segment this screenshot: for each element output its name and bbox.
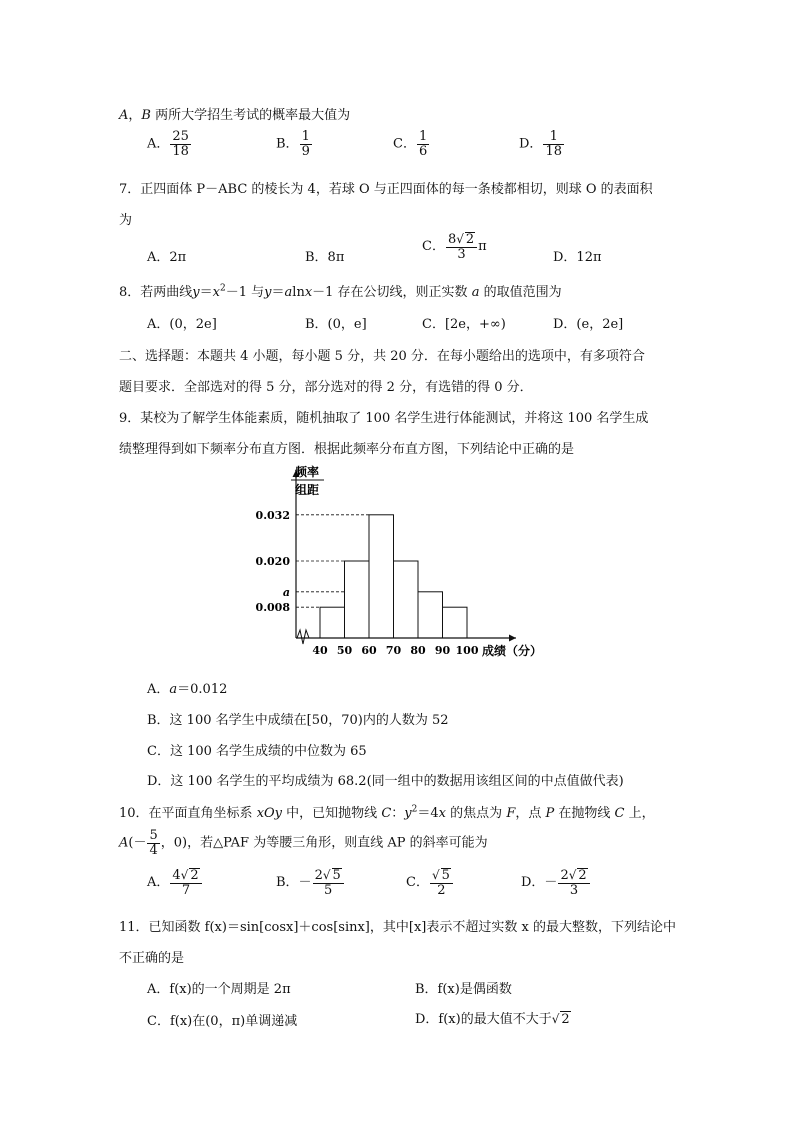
q6-option-a: A． $\frac{25}{18}$ (147, 129, 189, 159)
x-tick-label: 60 (361, 644, 377, 657)
q11-option-a: A．f(x)的一个周期是 2π (147, 982, 291, 997)
q11-option-b: B．f(x)是偶函数 (415, 982, 512, 997)
q11-option-c: C．f(x)在(0，π)单调递减 (147, 1014, 298, 1029)
q7-option-b: B．8π (305, 250, 345, 265)
y-tick-label: 0.020 (255, 555, 290, 568)
q9-option-a: A．a＝0.012 (147, 682, 228, 697)
x-tick-label: 70 (385, 644, 402, 657)
q8-option-a: A．(0，2e] (147, 317, 217, 332)
q9-line1: 9．某校为了解学生体能素质，随机抽取了 100 名学生进行体能测试，并将这 100 名学生成 (119, 411, 649, 426)
q9-line2: 绩整理得到如下频率分布直方图．根据此频率分布直方图，下列结论中正确的是 (119, 442, 575, 457)
histogram-bar (345, 561, 370, 638)
y-axis-title-bottom: 组距 (294, 483, 320, 497)
y-tick-label: 0.008 (255, 601, 290, 615)
histogram-bar (320, 607, 345, 638)
section2-line1: 二、选择题：本题共 4 小题，每小题 5 分，共 20 分．在每小题给出的选项中，有多项符合 (119, 349, 645, 364)
q11-line2: 不正确的是 (119, 951, 185, 966)
q6-option-b: B． $\frac{1}{9}$ (276, 129, 310, 159)
q11-line1: 11．已知函数 f(x)＝sin[cosx]＋cos[sinx]，其中[x]表示不超过实数 x 的最大整数，下列结论中 (119, 920, 676, 935)
q7-option-c: C． $\frac{8√ 2}{3}$ π (422, 232, 487, 262)
q9-option-b: B．这 100 名学生中成绩在[50，70)内的人数为 52 (147, 713, 449, 728)
histogram-bar (369, 515, 394, 638)
x-axis-title: 成绩（分） (482, 644, 543, 658)
q6-tail: A，B 两所大学招生考试的概率最大值为 (119, 108, 351, 123)
q7-option-d: D．12π (553, 250, 602, 265)
q10-line2: A(－ $\frac{5}{4}$ ，0)，若△PAF 为等腰三角形，则直线 AP 的斜率可能为 (119, 828, 488, 858)
q6-option-c: C． $\frac{1}{6}$ (393, 129, 428, 159)
q10-option-d: D．－ $\frac{2√ 2}{3}$ (521, 868, 591, 897)
q8-option-b: B．(0，e] (305, 317, 367, 332)
x-tick-label: 100 (455, 644, 479, 657)
q6-option-d: D． $\frac{1}{18}$ (519, 129, 562, 159)
q8-option-c: C．[2e，+∞) (422, 317, 506, 332)
q10-option-a: A． $\frac{4√ 2}{7}$ (147, 868, 203, 897)
histogram-bar (443, 607, 468, 638)
y-tick-label: a (282, 585, 290, 599)
q7-option-a: A．2π (147, 250, 187, 265)
section2-line2: 题目要求．全部选对的得 5 分，部分选对的得 2 分，有选错的得 0 分． (119, 380, 533, 395)
histogram-bar (394, 561, 419, 638)
q8-option-d: D．(e，2e] (553, 317, 624, 332)
q7-line1: 7．正四面体 P－ABC 的棱长为 4，若球 O 与正四面体的每一条棱都相切，则球 O 的表面积 (119, 182, 653, 197)
q9-option-d: D．这 100 名学生的平均成绩为 68.2(同一组中的数据用该组区间的中点值做代表) (147, 774, 624, 789)
x-tick-label: 50 (336, 644, 353, 657)
q8-stem: 8．若两曲线$y=x^2-1$ 与y＝alnx－1 存在公切线，则正实数 a 的取值范围为 (119, 283, 562, 300)
q10-line1: 10．在平面直角坐标系 xOy 中，已知抛物线 C：$y^2=4x$ 的焦点为 F，点 P 在抛物线 C 上， (119, 804, 655, 821)
q7-line2: 为 (119, 213, 133, 228)
q11-option-d: D．f(x)的最大值不大于√ 2 (415, 1012, 570, 1027)
x-tick-label: 40 (312, 644, 328, 657)
y-tick-label: 0.032 (255, 508, 290, 522)
x-tick-label: 90 (434, 644, 451, 657)
q9-option-c: C．这 100 名学生成绩的中位数为 65 (147, 744, 367, 759)
q10-option-b: B．－ $\frac{2√ 5}{5}$ (276, 868, 345, 897)
axis-break (297, 630, 309, 644)
y-axis-title-top: 频率 (294, 465, 320, 479)
x-tick-label: 80 (410, 644, 426, 657)
histogram-bar (418, 592, 443, 638)
q10-option-c: C． $\frac{√ 5}{2}$ (406, 868, 454, 897)
